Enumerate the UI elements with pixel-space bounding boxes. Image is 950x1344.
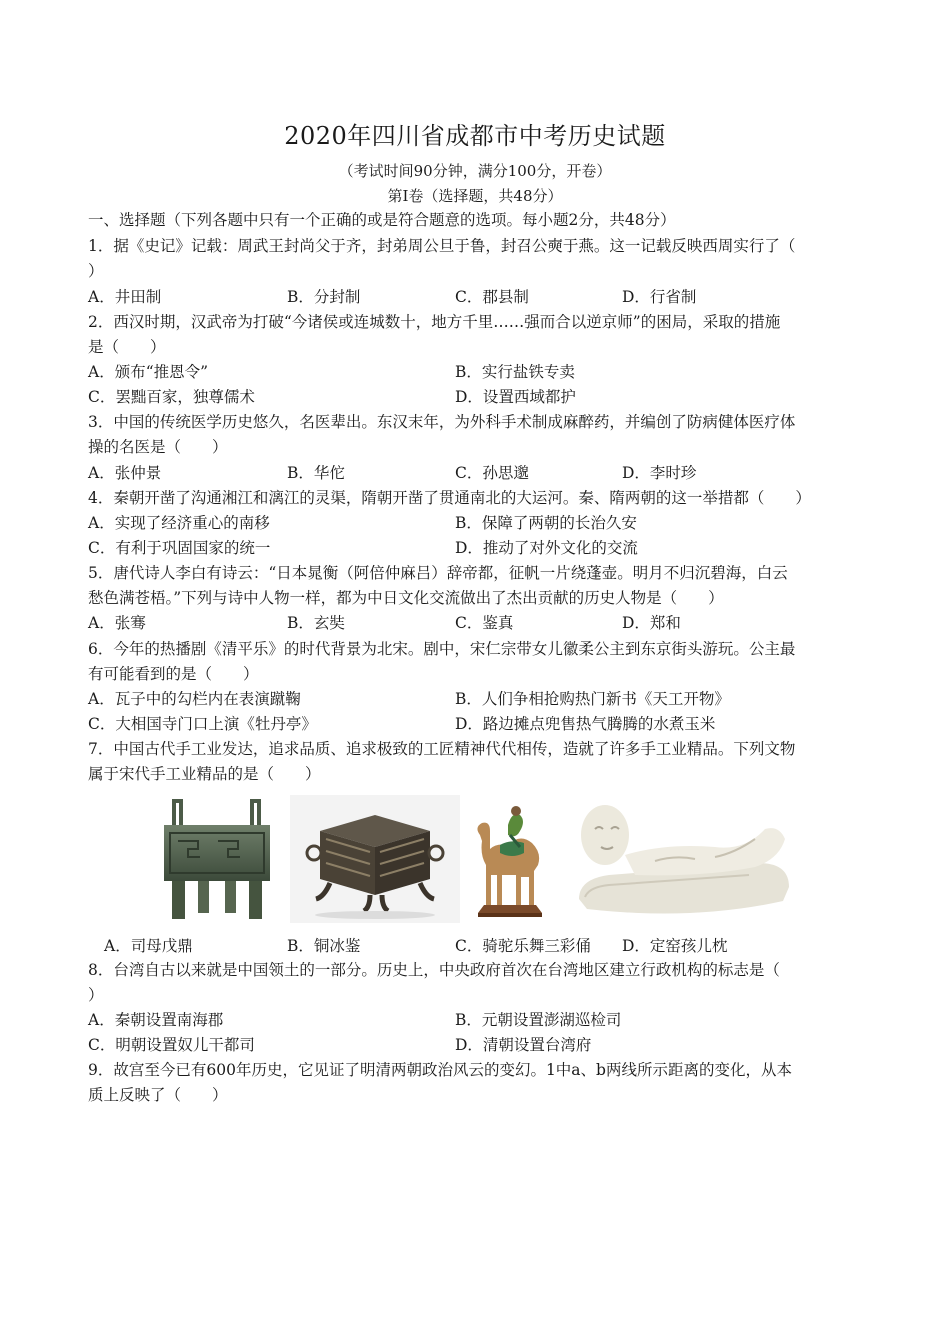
question-3-option-b: B．华佗 — [287, 464, 345, 482]
question-1-stem-line-2: ） — [88, 262, 104, 280]
bronze-ice-vessel-icon — [290, 795, 460, 923]
question-2-option-c: C．罢黜百家，独尊儒术 — [88, 388, 255, 406]
question-3-option-a: A．张仲景 — [88, 464, 162, 482]
question-1-option-d: D．行省制 — [622, 288, 697, 306]
question-5-option-d: D．郑和 — [622, 614, 681, 632]
question-6-stem-line-2: 有可能看到的是（ ） — [88, 665, 259, 683]
question-8-option-a: A．秦朝设置南海郡 — [88, 1011, 224, 1029]
question-1-stem-line-1: 1．据《史记》记载：周武王封尚父于齐，封弟周公旦于鲁，封召公奭于燕。这一记载反映西周实行了（ — [88, 237, 796, 255]
question-8-stem-line-2: ） — [88, 986, 104, 1004]
question-2-option-a: A．颁布“推恩令” — [88, 363, 209, 381]
question-2-stem-line-1: 2．西汉时期，汉武帝为打破“今诸侯或连城数十，地方千里……强而合以逆京师”的困局，采取的措施 — [88, 313, 781, 331]
question-2-stem-line-2: 是（ ） — [88, 338, 166, 356]
question-7-option-b: B．铜冰鉴 — [287, 937, 361, 955]
question-8-option-b: B．元朝设置澎湖巡检司 — [455, 1011, 622, 1029]
sancai-camel-figure-icon — [470, 795, 550, 923]
white-porcelain-child-pillow-icon — [565, 795, 797, 925]
question-6-option-d: D．路边摊点兜售热气腾腾的水煮玉米 — [455, 715, 716, 733]
question-5-option-b: B．玄奘 — [287, 614, 345, 632]
question-4-option-d: D．推动了对外文化的交流 — [455, 539, 638, 557]
question-4-option-a: A．实现了经济重心的南移 — [88, 514, 270, 532]
section-instruction: 一、选择题（下列各题中只有一个正确的或是符合题意的选项。每小题2分，共48分） — [88, 211, 676, 229]
question-3-stem-line-2: 操的名医是（ ） — [88, 438, 228, 456]
question-5-option-a: A．张骞 — [88, 614, 146, 632]
question-7-stem-line-2: 属于宋代手工业精品的是（ ） — [88, 765, 321, 783]
question-2-option-d: D．设置西域都护 — [455, 388, 576, 406]
question-3-stem-line-1: 3．中国的传统医学历史悠久，名医辈出。东汉末年，为外科手术制成麻醉药，并编创了防病健体医疗体 — [88, 413, 796, 431]
question-7-option-c: C．骑驼乐舞三彩俑 — [455, 937, 591, 955]
question-9-stem-line-2: 质上反映了（ ） — [88, 1086, 228, 1104]
question-5-stem-line-2: 愁色满苍梧。”下列与诗中人物一样，都为中日文化交流做出了杰出贡献的历史人物是（ ） — [88, 589, 724, 607]
question-7-option-a: A．司母戊鼎 — [104, 937, 193, 955]
bronze-ding-icon — [158, 795, 276, 923]
question-1-option-c: C．郡县制 — [455, 288, 529, 306]
question-5-stem-line-1: 5．唐代诗人李白有诗云：“日本晁衡（阿倍仲麻吕）辞帝都，征帆一片绕蓬壶。明月不归沉碧海，白云 — [88, 564, 788, 582]
question-5-option-c: C．鉴真 — [455, 614, 514, 632]
question-4-option-c: C．有利于巩固国家的统一 — [88, 539, 271, 557]
question-2-option-b: B．实行盐铁专卖 — [455, 363, 575, 381]
question-8-stem-line-1: 8．台湾自古以来就是中国领土的一部分。历史上，中央政府首次在台湾地区建立行政机构的标志是（ — [88, 961, 780, 979]
question-8-option-d: D．清朝设置台湾府 — [455, 1036, 592, 1054]
question-6-option-b: B．人们争相抢购热门新书《天工开物》 — [455, 690, 730, 708]
question-6-option-a: A．瓦子中的勾栏内在表演蹴鞠 — [88, 690, 301, 708]
page-title: 2020年四川省成都市中考历史试题 — [284, 122, 666, 150]
question-6-stem-line-1: 6．今年的热播剧《清平乐》的时代背景为北宋。剧中，宋仁宗带女儿徽柔公主到东京街头游玩。公主最 — [88, 640, 796, 658]
question-3-option-d: D．李时珍 — [622, 464, 697, 482]
question-3-option-c: C．孙思邈 — [455, 464, 529, 482]
question-7-option-d: D．定窑孩儿枕 — [622, 937, 728, 955]
section-title: 第Ⅰ卷（选择题，共48分） — [387, 187, 563, 205]
question-4-stem-line-1: 4．秦朝开凿了沟通湘江和漓江的灵渠，隋朝开凿了贯通南北的大运河。秦、隋两朝的这一举措都（ ） — [88, 489, 811, 507]
question-1-option-b: B．分封制 — [287, 288, 361, 306]
question-1-option-a: A．井田制 — [88, 288, 162, 306]
question-9-stem-line-1: 9．故宫至今已有600年历史，它见证了明清两朝政治风云的变幻。1中a、b两线所示距离的变化，从本 — [88, 1061, 792, 1079]
question-4-option-b: B．保障了两朝的长治久安 — [455, 514, 637, 532]
question-8-option-c: C．明朝设置奴儿干都司 — [88, 1036, 255, 1054]
question-6-option-c: C．大相国寺门口上演《牡丹亭》 — [88, 715, 317, 733]
question-7-stem-line-1: 7．中国古代手工业发达，追求品质、追求极致的工匠精神代代相传，造就了许多手工业精品。下列文物 — [88, 740, 796, 758]
exam-info: （考试时间90分钟，满分100分，开卷） — [338, 162, 612, 180]
